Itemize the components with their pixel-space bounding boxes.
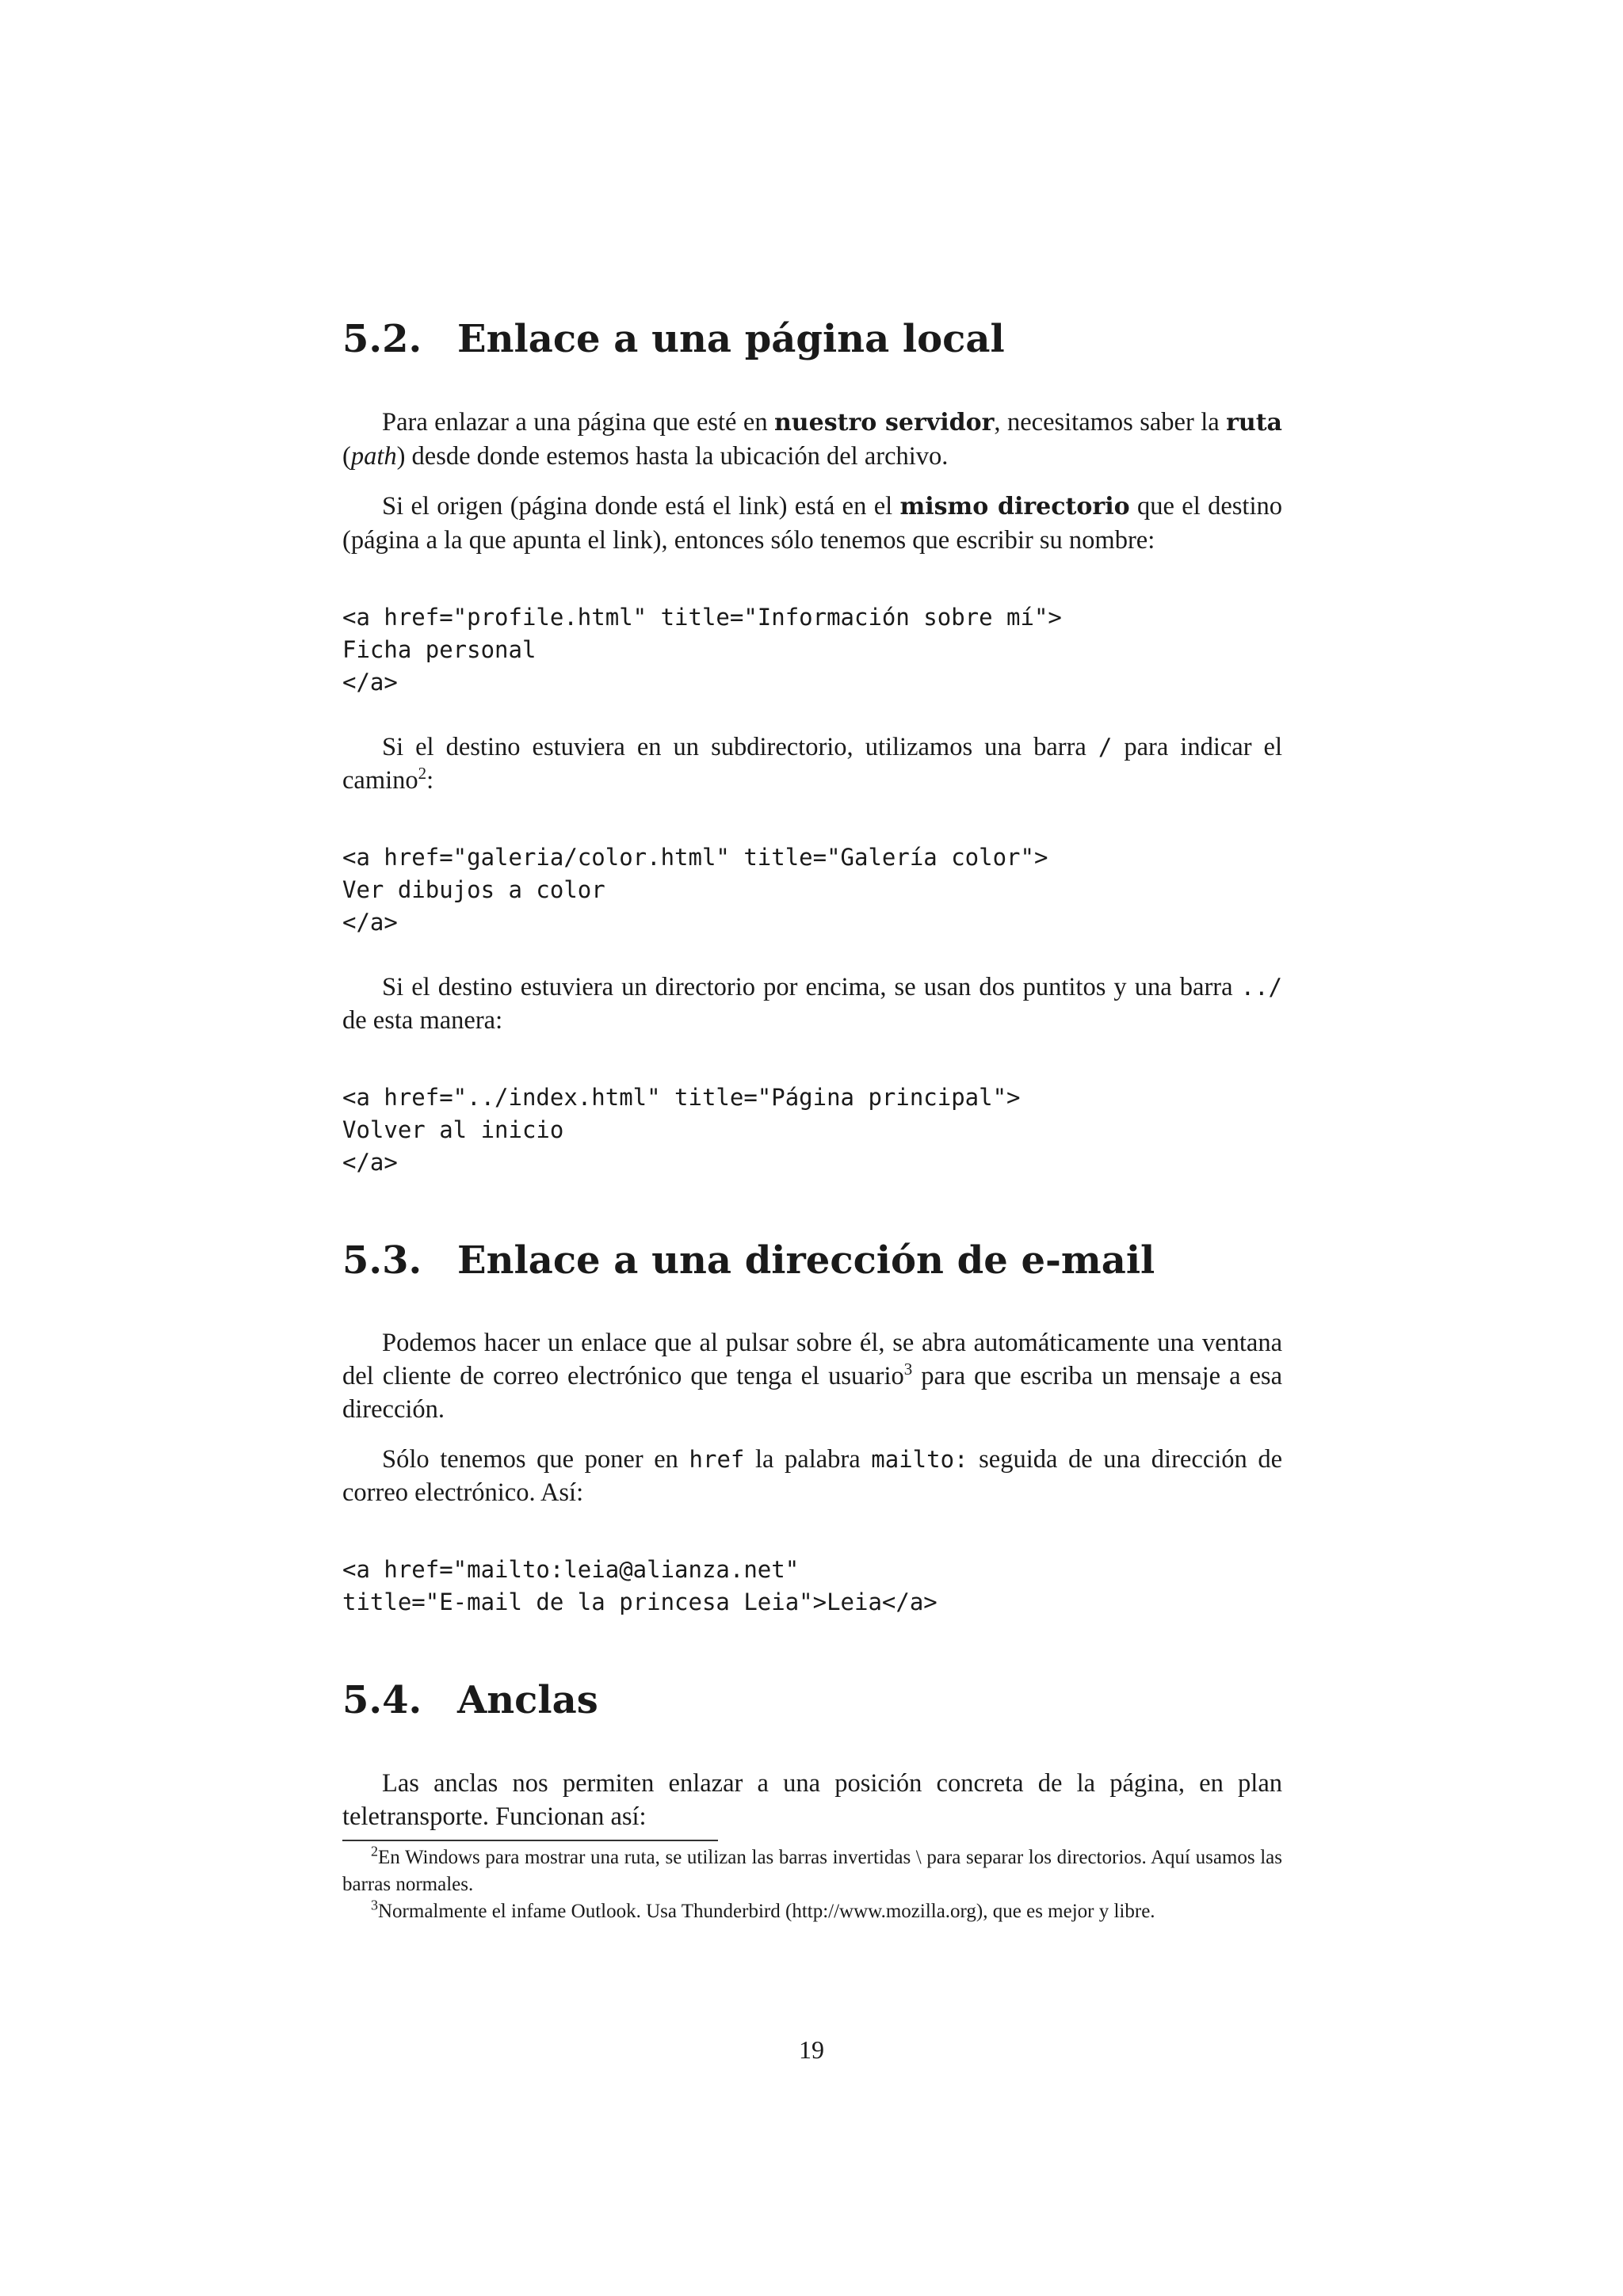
- footnote-2: $^2$En Windows para mostrar una ruta, se utilizan las barras invertidas \ para separar los directorios. Aquí usamos las barras normales.: [342, 1843, 1282, 1895]
- paragraph: Si el destino estuviera en un subdirectorio, utilizamos una barra / para indicar el camino$^2$:: [342, 732, 1283, 795]
- paragraph: Las anclas nos permiten enlazar a una posición concreta de la página, en plan teletransporte. Funcionan así:: [342, 1768, 1282, 1831]
- code-block: <a href="../index.html" title="Página principal"> Volver al inicio </a>: [342, 1083, 1021, 1176]
- section-title: Enlace a una dirección de e-mail: [457, 1238, 1155, 1283]
- section-heading-5-3: [342, 1238, 1282, 1284]
- code-block: <a href="profile.html" title="Información sobre mí"> Ficha personal </a>: [342, 603, 1062, 696]
- footnote-ref: 3: [903, 1360, 913, 1379]
- paragraph: Si el destino estuviera un directorio por encima, se usan dos puntitos y una barra ../ de esta manera:: [342, 972, 1282, 1035]
- section-heading-5-2: [342, 317, 1282, 363]
- section-title: Enlace a una página local: [457, 317, 1005, 361]
- code-block: <a href="galeria/color.html" title="Galería color"> Ver dibujos a color </a>: [342, 843, 1048, 936]
- paragraph: Si el origen (página donde está el link) está en el mismo directorio que el destino (página a la que apunta el link), entonces sólo tenemos que escribir su nombre:: [342, 491, 1282, 555]
- paragraph: Para enlazar a una página que esté en nuestro servidor, necesitamos saber la ruta (path) desde donde estemos hasta la ubicación del archivo.: [342, 407, 1282, 471]
- paragraph: Podemos hacer un enlace que al pulsar sobre él, se abra automáticamente una ventana del cliente de correo electrónico que tenga el usuario$^3$ para que escriba un mensaje a esa dirección.: [342, 1329, 1282, 1425]
- paragraph: Sólo tenemos que poner en href la palabra mailto: seguida de una dirección de correo electrónico. Así:: [342, 1445, 1282, 1508]
- code-block: <a href="mailto:leia@alianza.net" title="E-mail de la princesa Leia">Leia</a>: [342, 1556, 938, 1616]
- section-number: 5.4.: [342, 1678, 422, 1723]
- footnote-ref: 2: [418, 763, 427, 783]
- section-title: Anclas: [457, 1678, 598, 1723]
- section-number: 5.2.: [342, 317, 422, 361]
- section-number: 5.3.: [342, 1238, 422, 1283]
- page-content: [342, 317, 1282, 1925]
- footnote-3: $^3$Normalmente el infame Outlook. Usa Thunderbird (http://www.mozilla.org), que es mejor y libre.: [371, 1897, 1155, 1922]
- page-number: 19: [799, 2035, 824, 2064]
- section-heading-5-4: [342, 1678, 1282, 1724]
